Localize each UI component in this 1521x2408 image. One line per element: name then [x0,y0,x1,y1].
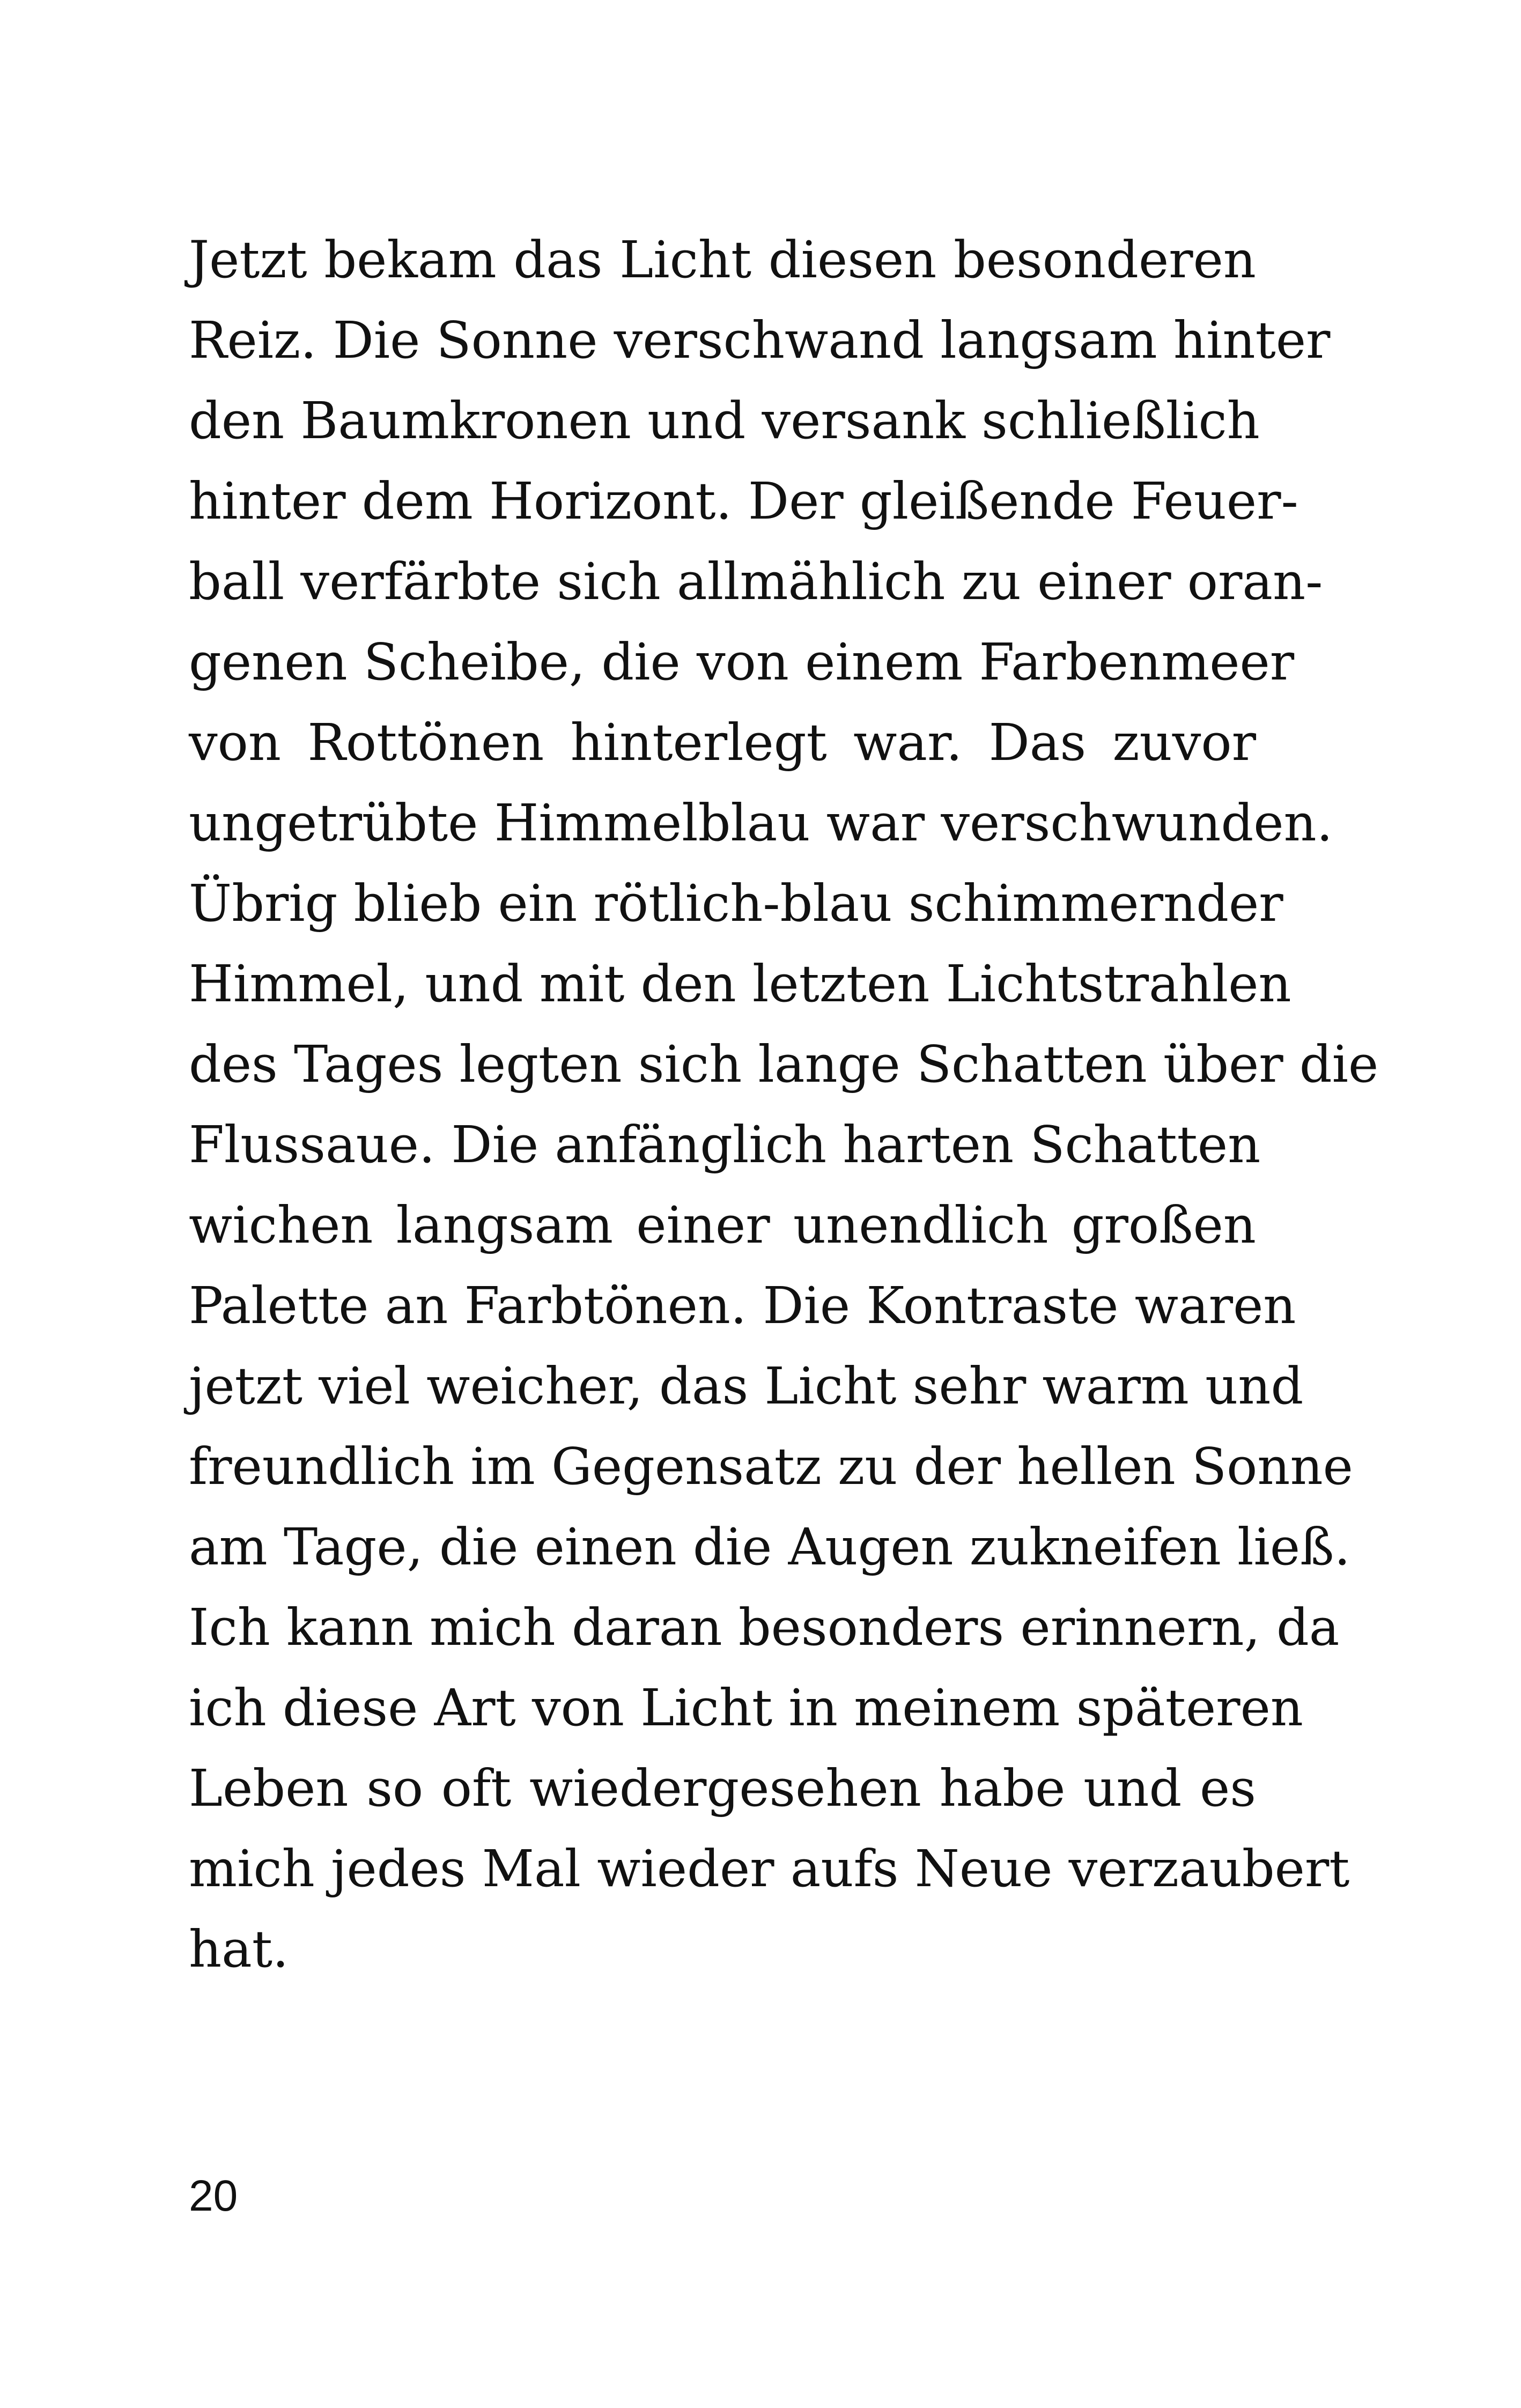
text-line: von Rottönen hinterlegt war. Das zuvor [189,713,1256,772]
text-line: Himmel, und mit den letzten Lichtstrahlen [189,955,1291,1014]
body-paragraph [189,220,1379,1990]
text-line: ungetrübte Himmelblau war verschwunden. [189,794,1333,853]
page-number: 20 [189,2171,238,2220]
text-line: freundlich im Gegensatz zu der hellen Sonne [189,1437,1353,1496]
text-line: hinter dem Horizont. Der gleißende Feuer- [189,472,1298,531]
text-line: am Tage, die einen die Augen zukneifen ließ. [189,1518,1350,1577]
text-line: ball verfärbte sich allmählich zu einer oran- [189,552,1323,611]
text-line: mich jedes Mal wieder aufs Neue verzaubert [189,1840,1350,1899]
text-line: Übrig blieb ein rötlich-blau schimmernder [189,874,1283,933]
text-line: Ich kann mich daran besonders erinnern, da [189,1598,1340,1657]
text-line: den Baumkronen und versank schließlich [189,392,1260,450]
text-line: ich diese Art von Licht in meinem späteren [189,1679,1303,1738]
text-line: Leben so oft wiedergesehen habe und es [189,1759,1256,1818]
text-line: wichen langsam einer unendlich großen [189,1196,1256,1255]
text-line: jetzt viel weicher, das Licht sehr warm und [189,1357,1304,1416]
text-line: Flussaue. Die anfänglich harten Schatten [189,1116,1261,1175]
text-line: hat. [189,1920,289,1979]
text-line: genen Scheibe, die von einem Farbenmeer [189,633,1295,692]
text-line: Palette an Farbtönen. Die Kontraste waren [189,1276,1296,1335]
text-line: Reiz. Die Sonne verschwand langsam hinter [189,311,1331,370]
text-line: Jetzt bekam das Licht diesen besonderen [189,231,1256,290]
text-line: des Tages legten sich lange Schatten über die [189,1035,1379,1094]
